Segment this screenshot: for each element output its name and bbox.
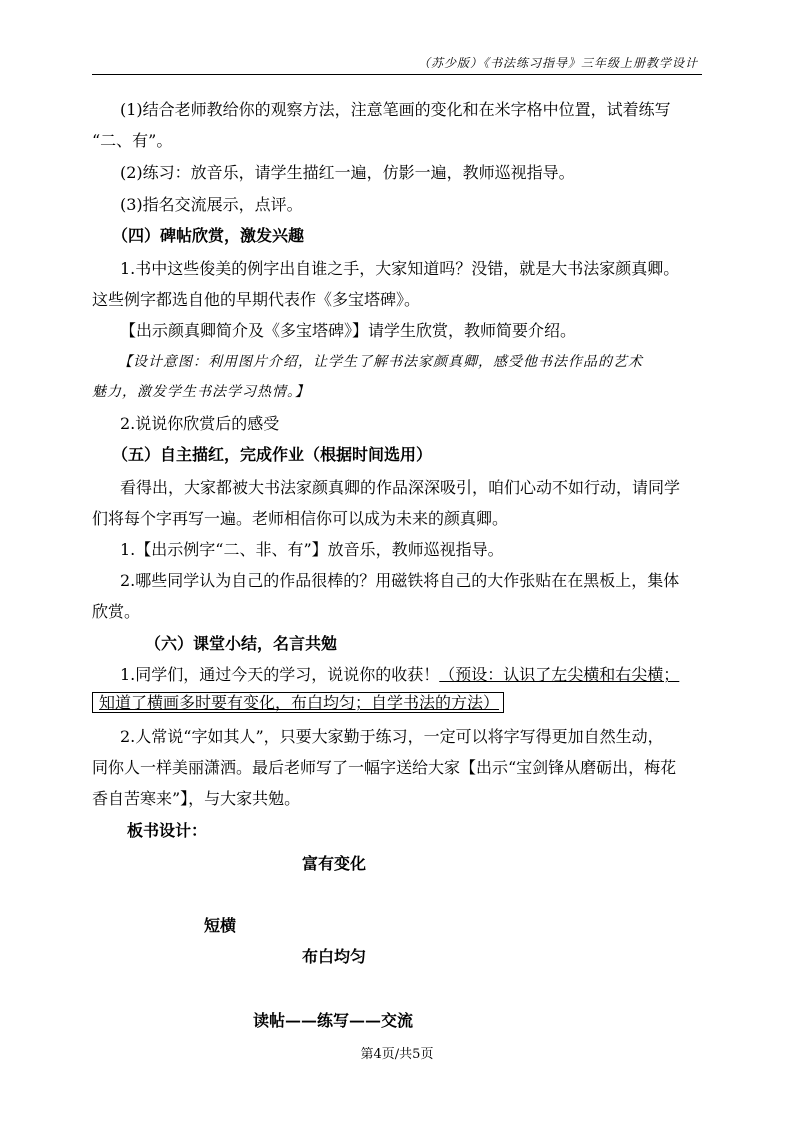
paragraph-text: 1.同学们，通过今天的学习，说说你的收获！	[120, 665, 440, 684]
paragraph-line: (1)结合老师教给你的观察方法，注意笔画的变化和在米字格中位置，试着练写	[120, 100, 671, 119]
paragraph-line: “二、有”。	[92, 131, 173, 150]
page-number: 第4页/共5页	[360, 1047, 434, 1062]
board-design-title: 板书设计：	[127, 821, 208, 840]
preset-answer-boxed: 知道了横画多时要有变化，布白均匀；自学书法的方法）	[92, 692, 504, 713]
board-item: 读帖——练写——交流	[253, 1011, 414, 1030]
paragraph-line: 1.书中这些俊美的例字出自谁之手，大家知道吗？没错，就是大书法家颜真卿。	[120, 259, 680, 278]
design-intent-line: 【设计意图：利用图片介绍，让学生了解书法家颜真卿，感受他书法作品的艺术	[118, 354, 643, 370]
board-item: 富有变化	[302, 854, 367, 873]
paragraph-line: 这些例字都选自他的早期代表作《多宝塔碑》。	[92, 290, 421, 309]
paragraph-line: 2.说说你欣赏后的感受	[120, 414, 280, 433]
section-heading: （五）自主描红，完成作业（根据时间选用）	[112, 445, 433, 464]
paragraph-line	[92, 693, 504, 713]
section-heading: （四）碑帖欣赏，激发兴趣	[112, 226, 305, 245]
paragraph-line: 2.人常说“字如其人”，只要大家勤于练习，一定可以将字写得更加自然生动，	[120, 727, 664, 746]
design-intent-line: 魅力，激发学生书法学习热情。】	[92, 384, 310, 400]
header-title: （苏少版）《书法练习指导》三年级上册教学设计	[417, 56, 698, 70]
paragraph-line	[120, 665, 679, 685]
board-item: 布白均匀	[302, 947, 367, 966]
paragraph-line: 【出示颜真卿简介及《多宝塔碑》】请学生欣赏，教师简要介绍。	[120, 321, 577, 340]
section-heading: （六）课堂小结，名言共勉	[145, 634, 338, 653]
paragraph-line: 香自苦寒来”】，与大家共勉。	[92, 789, 301, 808]
paragraph-line: 同你人一样美丽潇洒。最后老师写了一幅字送给大家【出示“宝剑锋从磨砺出，梅花	[92, 758, 677, 777]
paragraph-line: 们将每个字再写一遍。老师相信你可以成为未来的颜真卿。	[92, 509, 509, 528]
board-item: 短横	[204, 916, 237, 935]
preset-answer: （预设：认识了左尖横和右尖横；	[439, 665, 680, 684]
paragraph-line: (2)练习：放音乐，请学生描红一遍，仿影一遍，教师巡视指导。	[120, 163, 575, 182]
paragraph-line: 欣赏。	[92, 602, 141, 621]
paragraph-line: 1.【出示例字“二、非、有”】放音乐，教师巡视指导。	[120, 540, 504, 559]
paragraph-line: 看得出，大家都被大书法家颜真卿的作品深深吸引，咱们心动不如行动，请同学	[120, 478, 681, 497]
paragraph-line: 2.哪些同学认为自己的作品很棒的？用磁铁将自己的大作张贴在在黑板上，集体	[120, 571, 680, 590]
paragraph-line: (3)指名交流展示，点评。	[120, 195, 303, 214]
page-header	[92, 52, 702, 75]
